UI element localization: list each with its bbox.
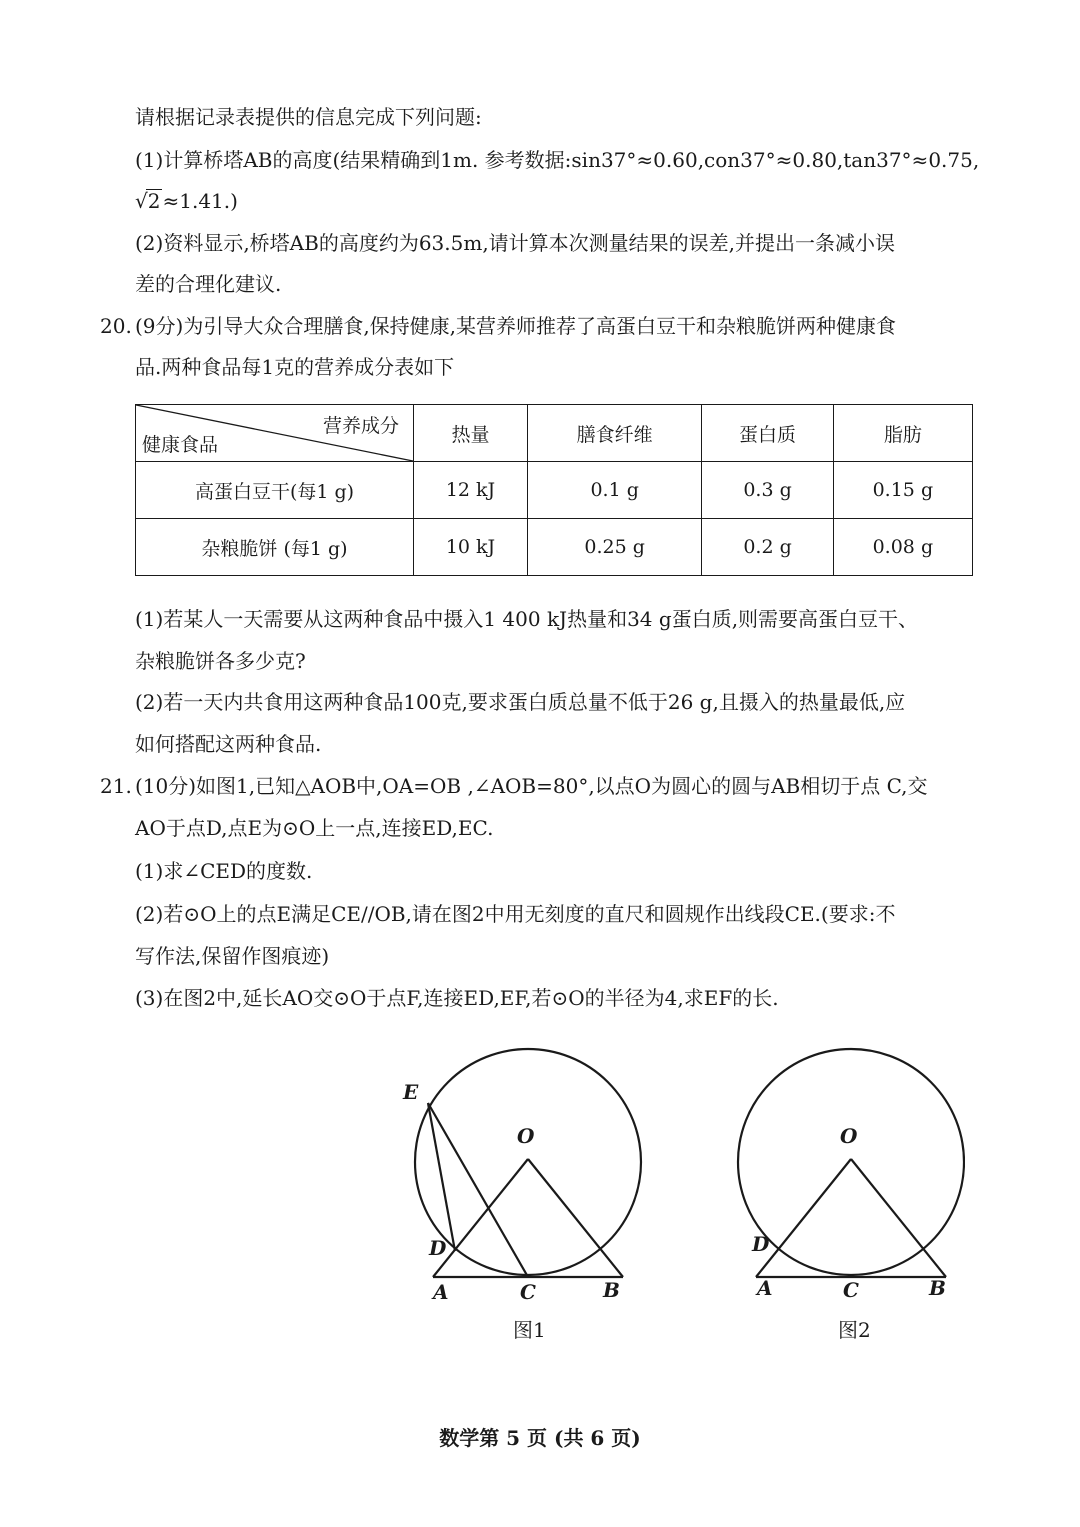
fig2-segment-ao bbox=[756, 1159, 851, 1277]
fig2-label-c: C bbox=[843, 1278, 859, 1302]
figure-2 bbox=[725, 1035, 965, 1310]
table-cell: 10 kJ bbox=[414, 519, 528, 576]
nutrition-table bbox=[135, 404, 973, 576]
fig2-label-a: A bbox=[757, 1276, 773, 1300]
fig2-circle bbox=[738, 1049, 964, 1275]
q21-part2-line2: 写作法,保留作图痕迹) bbox=[135, 944, 330, 968]
fig1-segment-ob bbox=[528, 1159, 623, 1277]
q21-part1: (1)求∠CED的度数. bbox=[135, 859, 313, 883]
sqrt-approx: ≈1.41.) bbox=[162, 189, 238, 213]
intro-text: 请根据记录表提供的信息完成下列问题: bbox=[135, 105, 482, 129]
table-cell: 0.15 g bbox=[833, 462, 972, 519]
q20-part2-line2: 如何搭配这两种食品. bbox=[135, 732, 322, 756]
fig1-label-a: A bbox=[433, 1280, 449, 1304]
q20-part2-line1: (2)若一天内共食用这两种食品100克,要求蛋白质总量不低于26 g,且摄入的热量最低,应 bbox=[135, 690, 906, 714]
column-header: 脂肪 bbox=[833, 405, 972, 462]
corner-bottom-label: 健康食品 bbox=[142, 434, 219, 456]
q21-part3: (3)在图2中,延长AO交⊙O于点F,连接ED,EF,若⊙O的半径为4,求EF的长. bbox=[135, 986, 779, 1010]
column-header: 蛋白质 bbox=[702, 405, 833, 462]
fig1-segment-ao bbox=[433, 1159, 528, 1277]
fig2-label-d: D bbox=[752, 1232, 770, 1256]
q20-stem-line1: (9分)为引导大众合理膳食,保持健康,某营养师推荐了高蛋白豆干和杂粮脆饼两种健康食 bbox=[135, 314, 897, 338]
fig1-label-b: B bbox=[603, 1278, 620, 1302]
table-row bbox=[136, 462, 973, 519]
q19-part1-line1: (1)计算桥塔AB的高度(结果精确到1m. 参考数据:sin37°≈0.60,con37°≈0.80,tan37°≈0.75, bbox=[135, 148, 980, 172]
table-cell: 0.2 g bbox=[702, 519, 833, 576]
sqrt-symbol: √ bbox=[135, 189, 148, 213]
fig1-label-c: C bbox=[520, 1280, 536, 1304]
q21-stem-line2: AO于点D,点E为⊙O上一点,连接ED,EC. bbox=[135, 816, 494, 840]
fig1-label-o: O bbox=[517, 1124, 535, 1148]
table-cell: 0.25 g bbox=[528, 519, 702, 576]
q20-number: 20. bbox=[100, 314, 132, 338]
fig1-label-d: D bbox=[429, 1236, 447, 1260]
fig1-caption: 图1 bbox=[513, 1318, 546, 1342]
figure-1 bbox=[395, 1035, 655, 1310]
q20-part1-line2: 杂粮脆饼各多少克? bbox=[135, 649, 306, 673]
table-header-row bbox=[136, 405, 973, 462]
fig1-label-e: E bbox=[403, 1080, 419, 1104]
row-label: 杂粮脆饼 (每1 g) bbox=[136, 519, 414, 576]
q19-part2-line2: 差的合理化建议. bbox=[135, 272, 282, 296]
column-header: 膳食纤维 bbox=[528, 405, 702, 462]
table-row bbox=[136, 519, 973, 576]
q21-part2-line1: (2)若⊙O上的点E满足CE//OB,请在图2中用无刻度的直尺和圆规作出线段CE.(要求:不 bbox=[135, 902, 896, 926]
q20-stem-line2: 品.两种食品每1克的营养成分表如下 bbox=[135, 355, 455, 379]
fig2-segment-ob bbox=[851, 1159, 946, 1277]
table-cell: 0.1 g bbox=[528, 462, 702, 519]
corner-top-label: 营养成分 bbox=[322, 415, 399, 437]
q20-part1-line1: (1)若某人一天需要从这两种食品中摄入1 400 kJ热量和34 g蛋白质,则需要高蛋白豆干、 bbox=[135, 607, 919, 631]
q19-part1-line2 bbox=[135, 186, 980, 216]
table-cell: 12 kJ bbox=[414, 462, 528, 519]
page-footer: 数学第 5 页 (共 6 页) bbox=[439, 1426, 641, 1450]
fig2-caption: 图2 bbox=[838, 1318, 871, 1342]
table-cell: 0.3 g bbox=[702, 462, 833, 519]
table-cell: 0.08 g bbox=[833, 519, 972, 576]
row-label: 高蛋白豆干(每1 g) bbox=[136, 462, 414, 519]
q21-number: 21. bbox=[100, 774, 132, 798]
fig1-circle bbox=[415, 1049, 641, 1275]
sqrt-radicand: 2 bbox=[147, 189, 161, 213]
fig2-label-b: B bbox=[929, 1276, 946, 1300]
table-corner-cell bbox=[136, 405, 414, 462]
column-header: 热量 bbox=[414, 405, 528, 462]
q19-part2-line1: (2)资料显示,桥塔AB的高度约为63.5m,请计算本次测量结果的误差,并提出一条减小误 bbox=[135, 231, 896, 255]
q21-stem-line1: (10分)如图1,已知△AOB中,OA=OB ,∠AOB=80°,以点O为圆心的圆与AB相切于点 C,交 bbox=[135, 774, 928, 798]
fig2-label-o: O bbox=[840, 1124, 858, 1148]
